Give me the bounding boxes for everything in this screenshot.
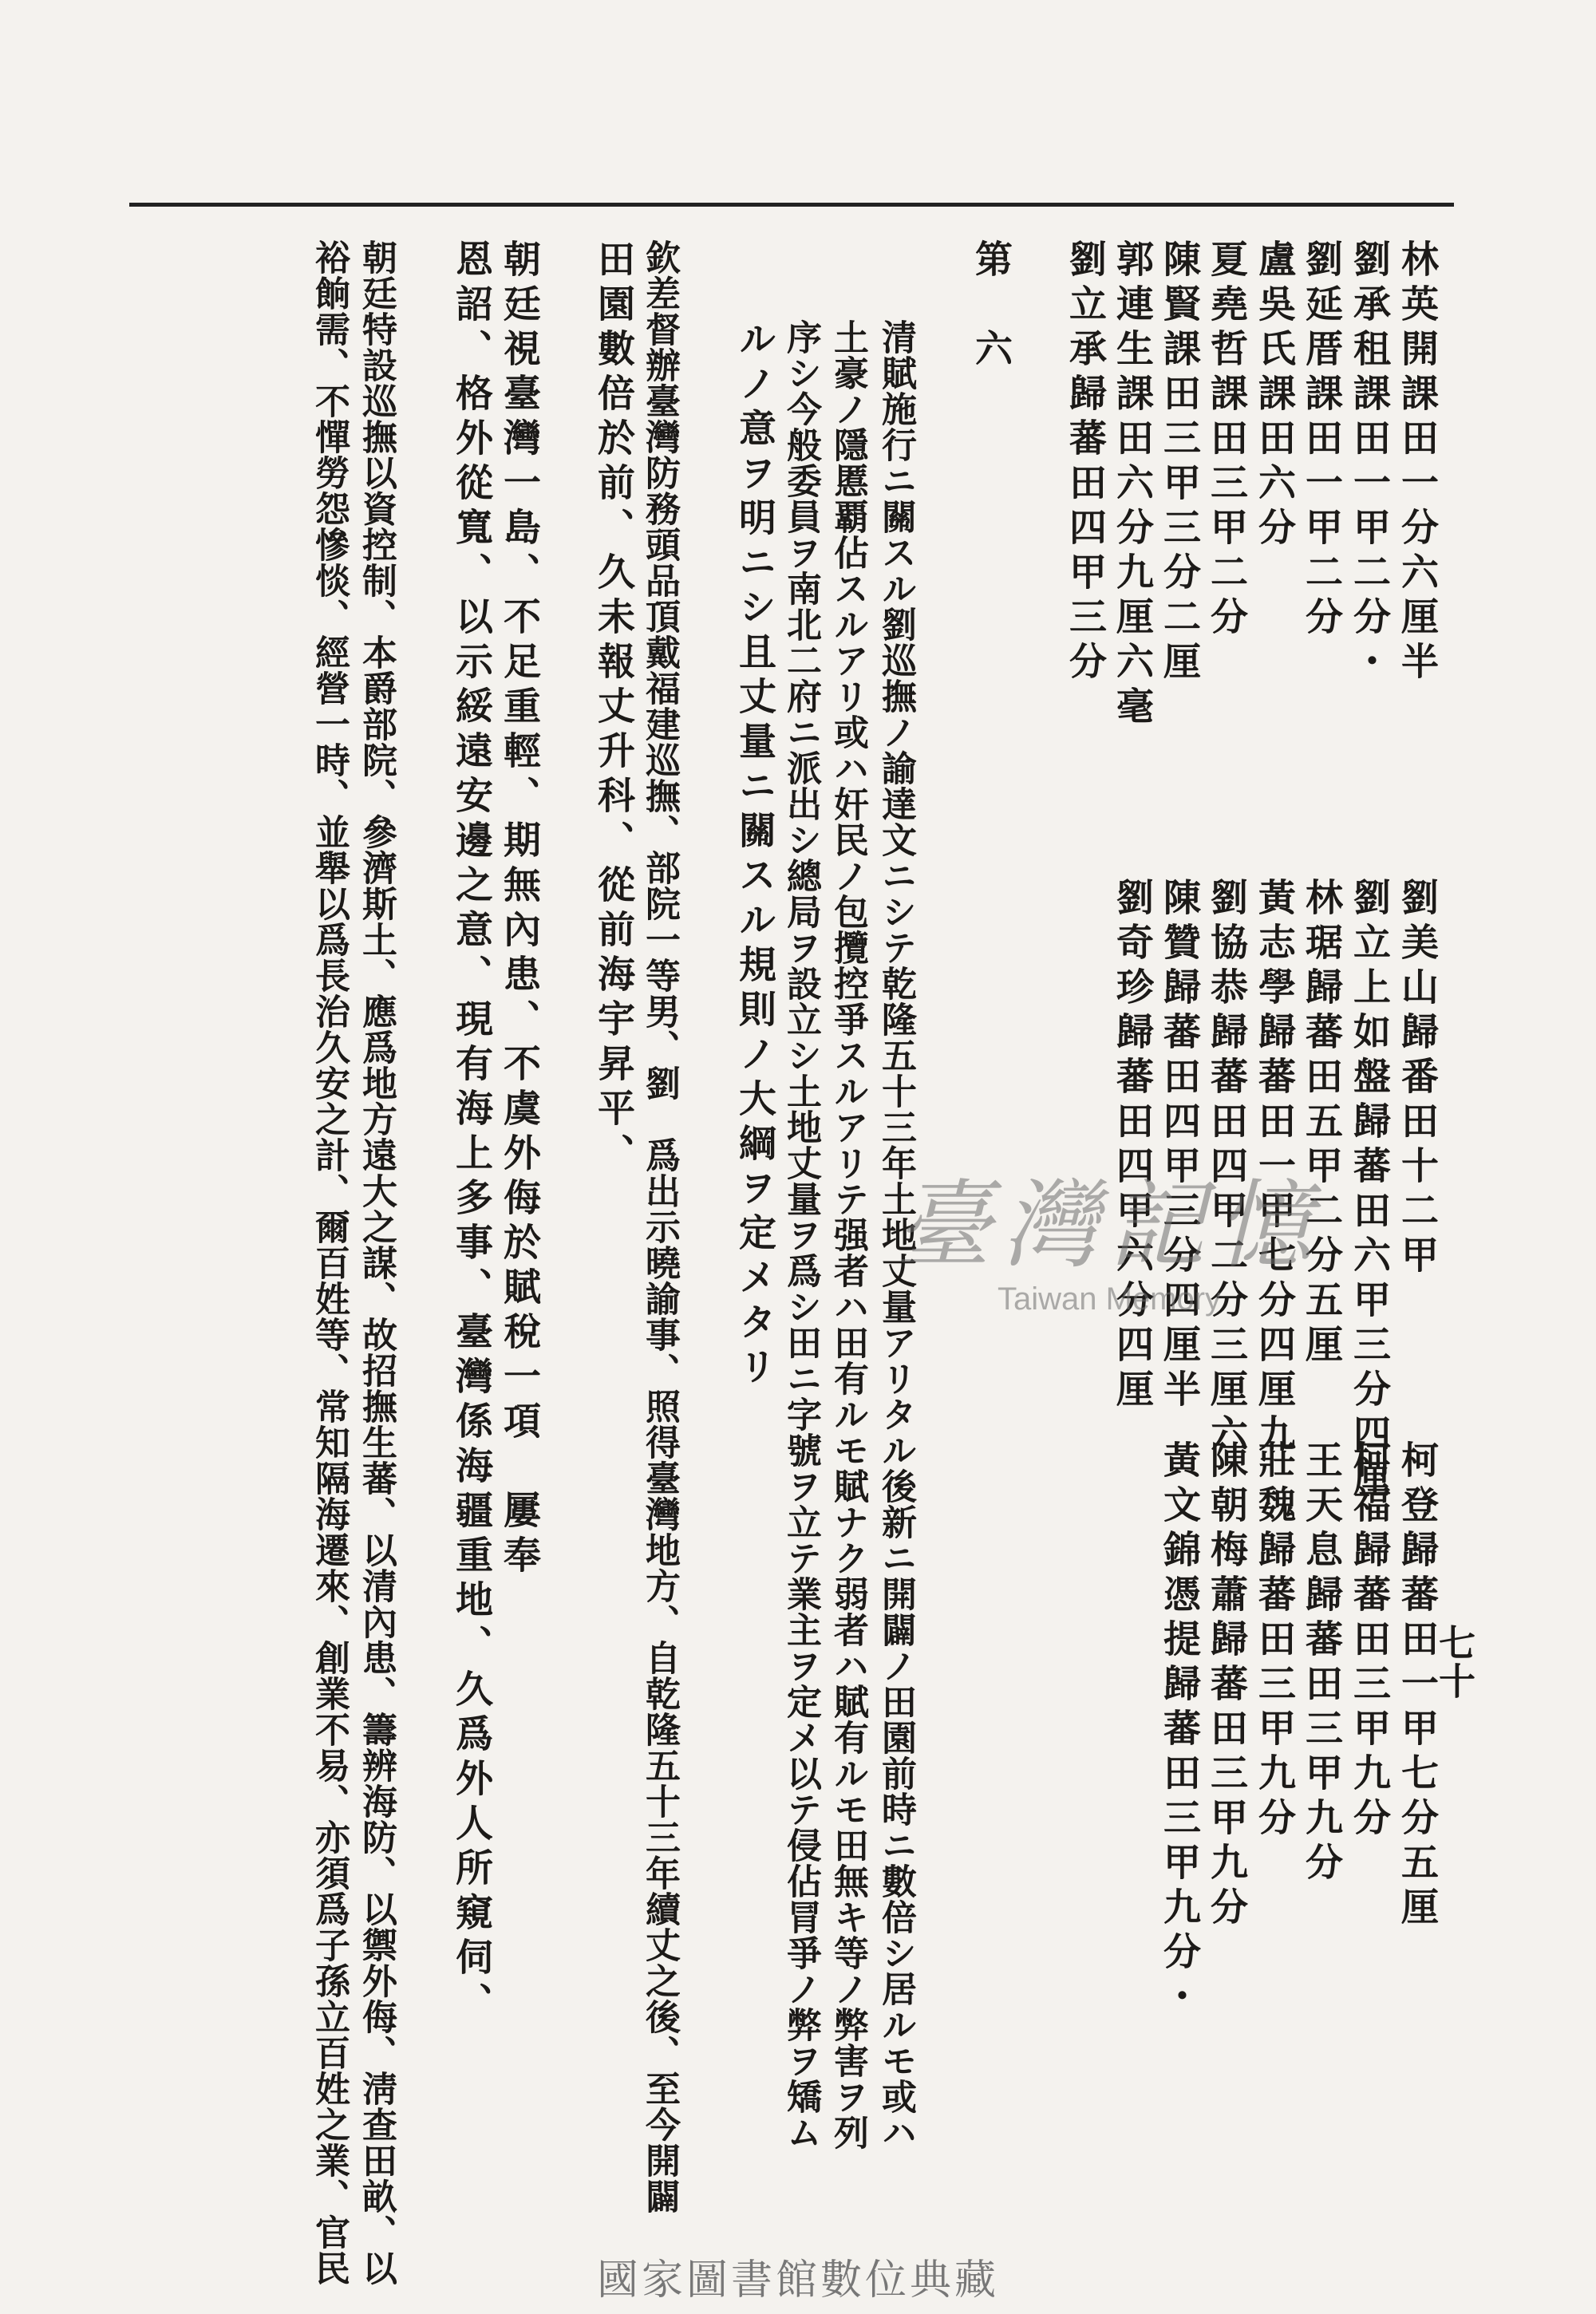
text-column: 夏堯哲課田三甲二分 <box>1204 239 1248 642</box>
text-column: 陳賢課田三甲三分二厘 <box>1157 239 1201 686</box>
top-rule <box>129 203 1454 207</box>
text-column: 柯福歸蕃田三甲九分 <box>1347 1440 1391 1842</box>
text-column: 柯登歸蕃田一甲七分五厘 <box>1395 1440 1439 1932</box>
text-column: 劉奇珍歸蕃田四甲六分四厘 <box>1110 878 1154 1414</box>
text-column: 土豪ノ隱慝覇佔スルアリ或ハ奸民ノ包攬控爭スルアリテ强者ハ田有ルモ賦ナク弱者ハ賦有ルモ田無キ等ノ弊害ヲ列 <box>828 319 868 2150</box>
text-column: 王天息歸蕃田三甲九分 <box>1299 1440 1343 1887</box>
text-column: 陳朝梅蕭歸蕃田三甲九分 <box>1204 1440 1248 1932</box>
text-column: 陳贊歸蕃田四甲三分四厘半 <box>1157 878 1201 1414</box>
text-column: 劉延厝課田一甲二分 <box>1299 239 1343 642</box>
text-column: 劉協恭歸蕃田四甲二分三厘六 <box>1204 878 1248 1459</box>
text-column: 莊魏歸蕃田三甲九分 <box>1252 1440 1296 1842</box>
text-column: 田園數倍於前、久未報丈升科、從前海宇昇平、 <box>591 239 635 1178</box>
footer-credit: 國家圖書館數位典藏 <box>596 2257 999 2304</box>
text-column: 盧吳氏課田六分 <box>1252 239 1296 552</box>
text-column: 欽差督辦臺灣防務頭品頂戴福建巡撫、部院一等男、劉 爲出示曉諭事、照得臺灣地方、自乾隆五十三年續丈之後、至今開闢 <box>639 239 680 2214</box>
text-column: 郭連生課田六分九厘六毫 <box>1110 239 1154 731</box>
text-column: 朝廷視臺灣一島、不足重輕、期無內患、不虞外侮於賦稅一項 屢奉 <box>497 239 541 1580</box>
text-column: 劉承租課田一甲二分・ <box>1347 239 1391 686</box>
watermark-subtitle: Taiwan Memory <box>997 1281 1222 1317</box>
text-column: 劉立上如盤歸蕃田六甲三分四厘 <box>1347 878 1391 1503</box>
text-column: ルノ意ヲ明ニシ且丈量ニ關スル規則ノ大綱ヲ定メタリ <box>733 319 776 1392</box>
text-column: 林琚歸蕃田五甲二分五厘 <box>1299 878 1343 1369</box>
page-number: 七十 <box>1433 1624 1476 1700</box>
text-column: 第 六 <box>969 239 1013 373</box>
watermark-title: 臺灣記憶 <box>895 1171 1323 1281</box>
text-column: 黃文錦憑提歸蕃田三甲九分・ <box>1157 1440 1201 2021</box>
text-column: 序シ今般委員ヲ南北二府ニ派出シ總局ヲ設立シ土地丈量ヲ爲シ田ニ字號ヲ立テ業主ヲ定メ以テ侵佔冐爭ノ弊ヲ矯ム <box>780 319 821 2150</box>
watermark <box>822 1149 1396 1356</box>
text-column: 黃志學歸蕃田一甲七分四厘九 <box>1252 878 1296 1459</box>
text-column: 劉立承歸蕃田四甲三分 <box>1063 239 1107 686</box>
text-column: 劉美山歸番田十二甲 <box>1395 878 1439 1280</box>
text-column: 裕餉需、不憚勞怨慘惔、經營一時、並舉以爲長治久安之計、爾百姓等、常知隔海遷來、創業不易、亦須爲子孫立百姓之業、官民 <box>309 239 350 2286</box>
text-column: 林英開課田一分六厘半 <box>1395 239 1439 686</box>
text-column: 清賦施行ニ關スル劉巡撫ノ諭達文ニシテ乾隆五十三年土地丈量アリタル後新ニ開闢ノ田園前時ニ數倍シ居ルモ或ハ <box>875 319 916 2150</box>
text-column: 恩詔、格外從寬、以示綏遠安邊之意、現有海上多事、臺灣係海疆重地、久爲外人所窺伺、 <box>449 239 493 2027</box>
text-column: 朝廷特設巡撫以資控制、本爵部院、參濟斯土、應爲地方遠大之謀、故招撫生蕃、以清內患、籌辨海防、以禦外侮、淸查田畝、以 <box>356 239 397 2286</box>
